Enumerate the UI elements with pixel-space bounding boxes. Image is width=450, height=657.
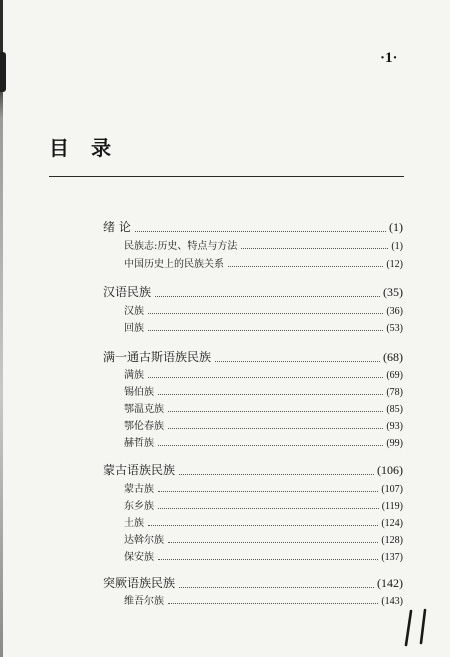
toc-section[interactable] (124, 238, 403, 252)
toc-section[interactable] (124, 367, 403, 381)
toc-chapter[interactable] (103, 219, 403, 235)
toc-page-number: (12) (386, 259, 403, 270)
toc-section-title: 满族 (124, 370, 144, 381)
leader-dots (148, 525, 378, 526)
toc-section-title: 锡伯族 (124, 387, 154, 398)
leader-dots (168, 411, 383, 412)
handwritten-mark (402, 608, 432, 648)
leader-dots (168, 542, 378, 543)
toc-section-title: 维吾尔族 (124, 596, 164, 607)
leader-dots (179, 474, 374, 475)
toc-page-number: (143) (381, 596, 403, 607)
toc-page-number: (93) (386, 421, 403, 432)
page-left-edge (0, 0, 3, 657)
toc-section[interactable] (124, 593, 403, 607)
toc-section[interactable] (124, 549, 403, 563)
leader-dots (158, 508, 379, 509)
toc-chapter-title: 绪 论 (103, 220, 131, 234)
toc-page-number: (35) (383, 285, 403, 299)
toc-section[interactable] (124, 481, 403, 495)
toc-chapter[interactable] (103, 462, 403, 478)
toc-page-number: (78) (386, 387, 403, 398)
toc-page-number: (106) (377, 463, 403, 477)
toc-page-number: (36) (386, 306, 403, 317)
toc-section-title: 汉族 (124, 306, 144, 317)
page-number: ·1· (380, 50, 398, 66)
toc-section[interactable] (124, 515, 403, 529)
toc-section-title: 保安族 (124, 552, 154, 563)
leader-dots (158, 445, 383, 446)
leader-dots (179, 587, 374, 588)
toc-chapter-title: 汉语民族 (103, 285, 152, 299)
page-title: 目录 (49, 136, 133, 160)
leader-dots (135, 231, 386, 232)
toc-section[interactable] (124, 498, 403, 512)
toc-section[interactable] (124, 256, 403, 270)
toc-page-number: (128) (381, 535, 403, 546)
leader-dots (215, 361, 380, 362)
toc-page-number: (99) (386, 438, 403, 449)
leader-dots (148, 377, 383, 378)
toc-section[interactable] (124, 401, 403, 415)
leader-dots (148, 330, 383, 331)
toc-section-title: 鄂伦春族 (124, 421, 164, 432)
leader-dots (168, 428, 383, 429)
toc-section-title: 中国历史上的民族关系 (124, 259, 224, 270)
toc-page-number: (142) (377, 576, 403, 590)
toc-page-number: (124) (381, 518, 403, 529)
binding-mark (0, 52, 6, 92)
toc-chapter[interactable] (103, 575, 403, 591)
toc-chapter-title: 满一通古斯语族民族 (103, 350, 212, 364)
title-divider (49, 176, 404, 177)
leader-dots (148, 313, 383, 314)
toc-page-number: (85) (386, 404, 403, 415)
toc-section-title: 蒙古族 (124, 484, 154, 495)
toc-page-number: (1) (389, 220, 403, 234)
toc-section-title: 土族 (124, 518, 144, 529)
toc-chapter[interactable] (103, 349, 403, 365)
leader-dots (168, 603, 378, 604)
toc-page-number: (1) (391, 241, 403, 252)
toc-section-title: 回族 (124, 323, 144, 334)
toc-page-number: (53) (386, 323, 403, 334)
leader-dots (158, 559, 378, 560)
toc-section[interactable] (124, 418, 403, 432)
leader-dots (158, 394, 383, 395)
toc-section-title: 民族志:历史、特点与方法 (124, 241, 238, 252)
toc-section-title: 达斡尔族 (124, 535, 164, 546)
toc-section-title: 赫哲族 (124, 438, 154, 449)
leader-dots (241, 248, 388, 249)
toc-page-number: (69) (386, 370, 403, 381)
toc-chapter-title: 突厥语族民族 (103, 576, 176, 590)
toc-chapter[interactable] (103, 284, 403, 300)
toc-section[interactable] (124, 384, 403, 398)
toc-section[interactable] (124, 532, 403, 546)
toc-section[interactable] (124, 320, 403, 334)
toc-section[interactable] (124, 303, 403, 317)
toc-section[interactable] (124, 435, 403, 449)
leader-dots (155, 296, 380, 297)
toc-page-number: (137) (381, 552, 403, 563)
toc-page-number: (107) (381, 484, 403, 495)
leader-dots (228, 266, 383, 267)
toc-page-number: (119) (381, 501, 403, 512)
leader-dots (158, 491, 378, 492)
toc-chapter-title: 蒙古语族民族 (103, 463, 176, 477)
toc-page-number: (68) (383, 350, 403, 364)
toc-section-title: 鄂温克族 (124, 404, 164, 415)
toc-section-title: 东乡族 (124, 501, 154, 512)
